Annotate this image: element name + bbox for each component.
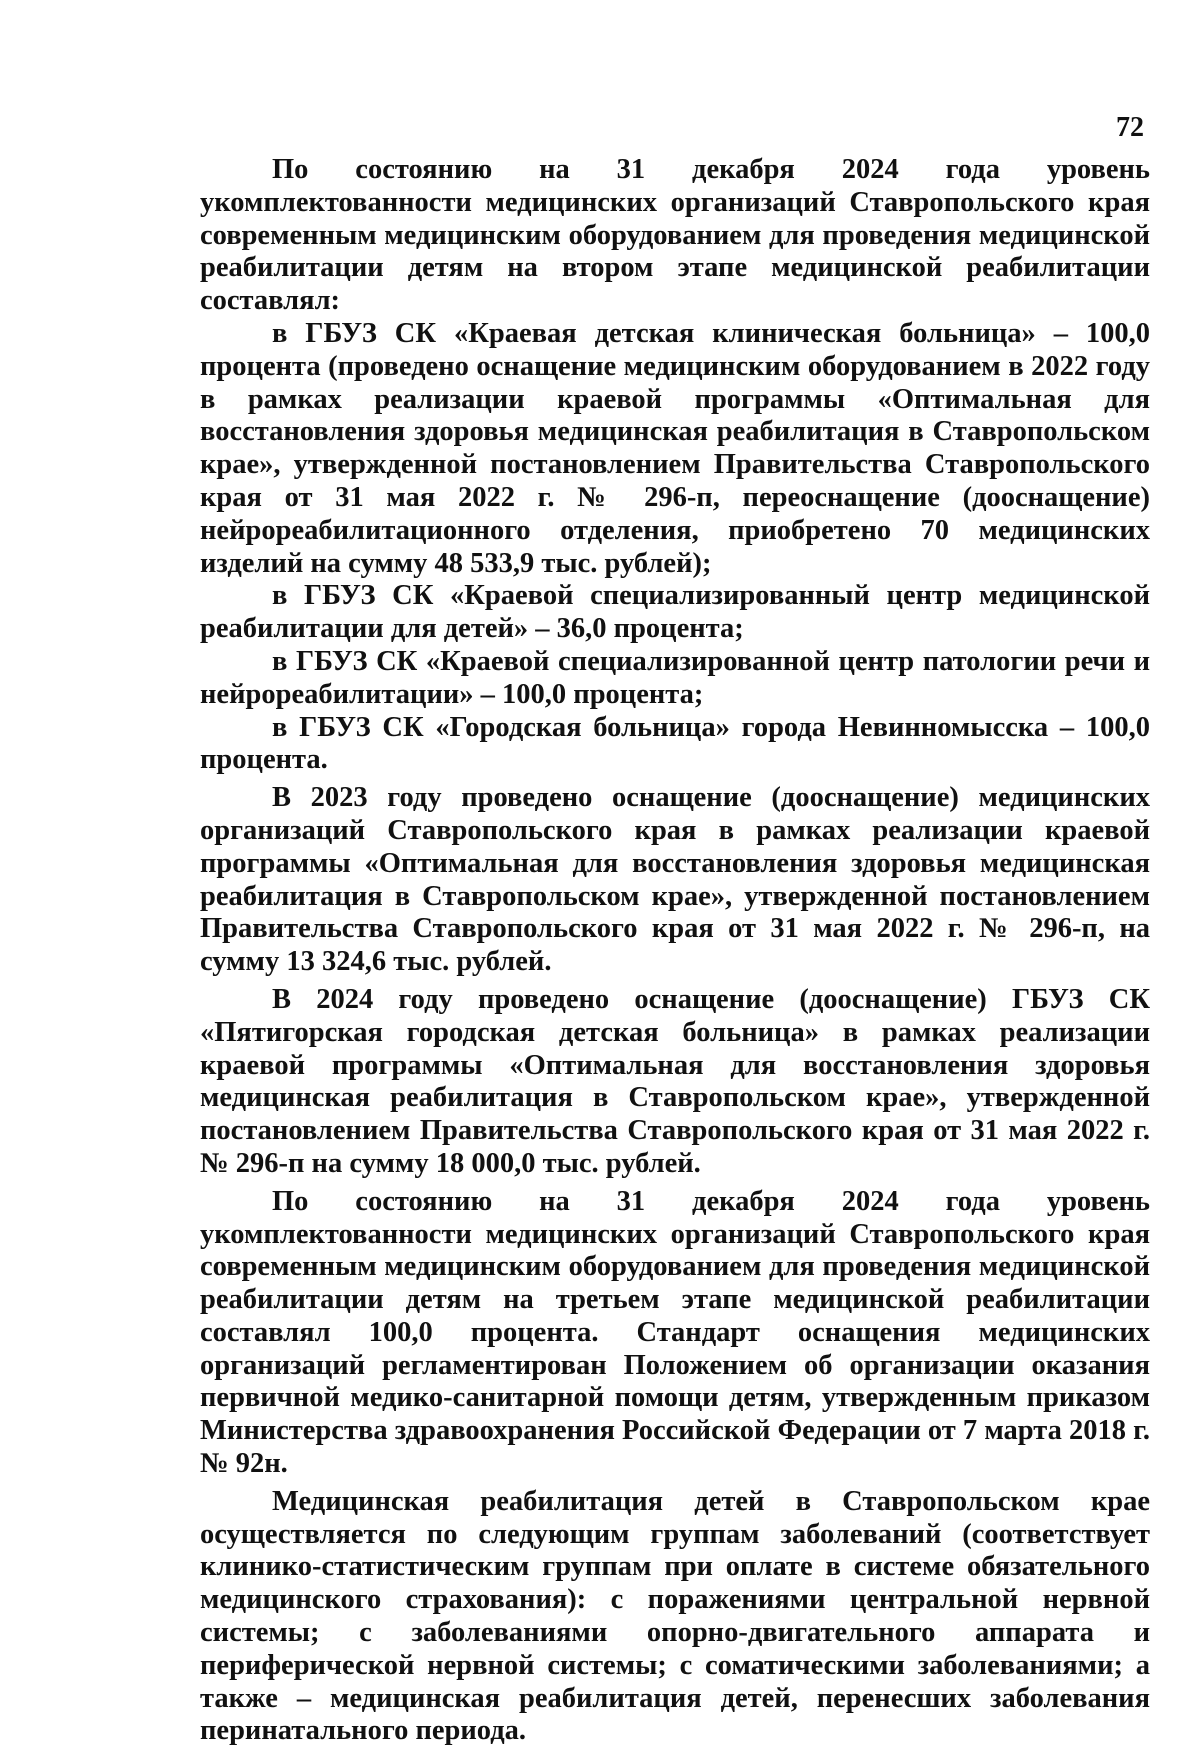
paragraph-speech-pathology-center: в ГБУЗ СК «Краевой специализированной центр патологии речи и нейрореабилитации» – 100,0 процента; [200,645,1150,710]
document-body [200,154,1150,1748]
paragraph-rehab-center-children: в ГБУЗ СК «Краевой специализированный центр медицинской реабилитации для детей» – 36,0 процента; [200,580,1150,645]
paragraph-nevinnomyssk-hospital: в ГБУЗ СК «Городская больница» города Невинномысска – 100,0 процента. [200,711,1150,776]
page-number: 72 [1116,112,1144,143]
paragraph-equipment-2024: В 2024 году проведено оснащение (дооснащение) ГБУЗ СК «Пятигорская городская детская больница» в рамках реализации краевой программы «Оптимальная для восстановления здоровья медицинская реабилитация в Ставропольском крае», утвержденной постановлением Правительства Ставропольского края от 31 мая 2022 г. № 296-п на сумму 18 000,0 тыс. рублей. [200,983,1150,1179]
paragraph-regional-children-hospital: в ГБУЗ СК «Краевая детская клиническая больница» – 100,0 процента (проведено оснащение медицинским оборудованием в 2022 году в рамках реализации краевой программы «Оптимальная для восстановления здоровья медицинская реабилитация в Ставропольском крае», утвержденной постановлением Правительства Ставропольского края от 31 мая 2022 г. № 296-п, переоснащение (дооснащение) нейрореабилитационного отделения, приобретено 70 медицинских изделий на сумму 48 533,9 тыс. рублей); [200,317,1150,579]
paragraph-equipment-level-stage-three: По состоянию на 31 декабря 2024 года уровень укомплектованности медицинских организаций Ставропольского края современным медицинским оборудованием для проведения медицинской реабилитации детям на третьем этапе медицинской реабилитации составлял 100,0 процента. Стандарт оснащения медицинских организаций регламентирован Положением об организации оказания первичной медико-санитарной помощи детям, утвержденным приказом Министерства здравоохранения Российской Федерации от 7 марта 2018 г. № 92н. [200,1185,1150,1480]
paragraph-equipment-level-stage-two: По состоянию на 31 декабря 2024 года уровень укомплектованности медицинских организаций Ставропольского края современным медицинским оборудованием для проведения медицинской реабилитации детям на втором этапе медицинской реабилитации составлял: [200,154,1150,317]
paragraph-equipment-2023: В 2023 году проведено оснащение (дооснащение) медицинских организаций Ставропольского края в рамках реализации краевой программы «Оптимальная для восстановления здоровья медицинская реабилитация в Ставропольском крае», утвержденной постановлением Правительства Ставропольского края от 31 мая 2022 г. № 296-п, на сумму 13 324,6 тыс. рублей. [200,782,1150,978]
paragraph-rehab-disease-groups: Медицинская реабилитация детей в Ставропольском крае осуществляется по следующим группам заболеваний (соответствует клинико-статистическим группам при оплате в системе обязательного медицинского страхования): с поражениями центральной нервной системы; с заболеваниями опорно-двигательного аппарата и периферической нервной системы; с соматическими заболеваниями; а также – медицинская реабилитация детей, перенесших заболевания перинатального периода. [200,1485,1150,1747]
